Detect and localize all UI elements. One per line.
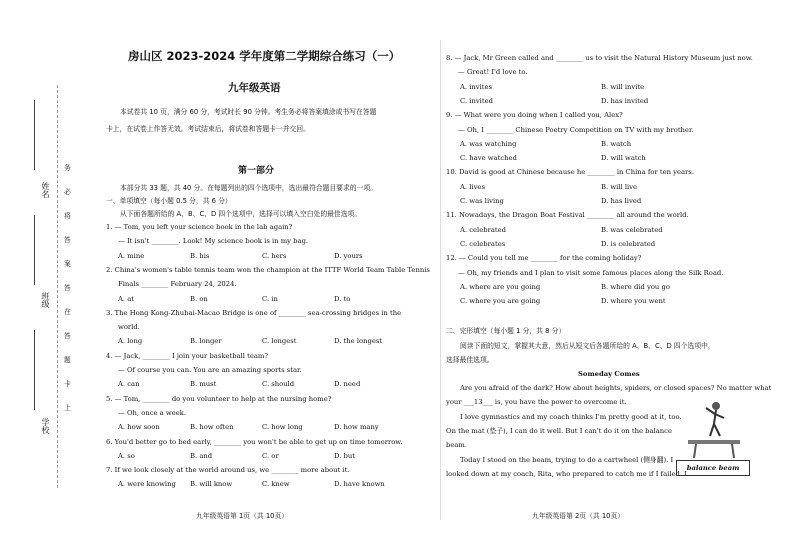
question-stem-line: 4. — Jack, ________ I join your basketball team? xyxy=(106,351,269,360)
answer-option[interactable]: D. the longest xyxy=(334,337,383,346)
answer-option[interactable]: D. where you went xyxy=(601,297,666,306)
footer-page-1: 九年级英语第 1页（共 10页） xyxy=(196,512,289,520)
question-stem-line: — Oh, I ________ Chinese Poetry Competition on TV with my brother. xyxy=(458,125,694,134)
question-stem-line: 3. The Hong Kong-Zhuhai-Macao Bridge is one of ________ sea-crossing bridges in the xyxy=(106,308,402,317)
answer-option[interactable]: B. longer xyxy=(190,337,222,346)
answer-option[interactable]: A. how soon xyxy=(118,423,160,432)
page-subtitle: 九年级英语 xyxy=(228,82,281,94)
answer-option[interactable]: C. celebrates xyxy=(460,239,506,248)
question-stem-line: Finals ________ February 24, 2024. xyxy=(118,280,237,289)
balance-beam-caption: balance beam xyxy=(676,460,750,476)
question-stem-line: 10. David is good at Chinese because he ________ in China for ten years. xyxy=(446,168,694,177)
passage-line: On the mat (垫子), I can do it well. But I can't do it on the balance xyxy=(446,426,672,435)
answer-option[interactable]: B. was celebrated xyxy=(601,225,663,234)
binding-note-char: 答 xyxy=(64,236,71,244)
section2-instructions-1: 阅读下面的短文，掌握其大意，然后从短文后各题所给的 A、B、C、D 四个选项中， xyxy=(460,342,715,350)
part1-heading: 第一部分 xyxy=(238,166,275,176)
answer-option[interactable]: B. must xyxy=(190,380,217,389)
binding-dashed-line xyxy=(57,85,58,488)
column-separator xyxy=(440,40,441,520)
answer-option[interactable]: C. have watched xyxy=(460,154,517,163)
answer-option[interactable]: A. lives xyxy=(460,182,485,191)
answer-option[interactable]: B. his xyxy=(190,251,210,260)
answer-option[interactable]: A. so xyxy=(118,451,135,460)
binding-note-char: 将 xyxy=(64,212,71,220)
answer-option[interactable]: C. knew xyxy=(262,480,290,489)
question-stem-line: — Oh, once a week. xyxy=(118,408,187,417)
answer-option[interactable]: A. invites xyxy=(460,82,493,91)
binding-note-char: 答 xyxy=(64,284,71,292)
answer-option[interactable]: D. has invited xyxy=(601,96,649,105)
question-stem-line: — Oh, my friends and I plan to visit some famous places along the Silk Road. xyxy=(458,268,724,277)
question-stem-line: — It isn't ________. Look! My science book is in my bag. xyxy=(118,237,309,246)
answer-option[interactable]: C. should xyxy=(262,380,295,389)
passage-line: looked down at my coach, Rita, who prepared to catch me if I failed. I xyxy=(446,469,687,478)
passage-line: beam. xyxy=(446,441,468,450)
footer-page-2: 九年级英语第 2页（共 10页） xyxy=(532,512,625,520)
answer-option[interactable]: C. in xyxy=(262,294,278,303)
question-stem-line: 7. If we look closely at the world around us, we ________ more about it. xyxy=(106,466,350,475)
binding-note-char: 题 xyxy=(64,356,71,364)
binding-note-char: 案 xyxy=(64,260,71,268)
answer-option[interactable]: D. have known xyxy=(334,480,385,489)
answer-option[interactable]: D. but xyxy=(334,451,355,460)
passage-line: your ___13___ is, you have the power to overcome it. xyxy=(446,398,627,407)
answer-option[interactable]: A. were knowing xyxy=(118,480,176,489)
gymnast-illustration xyxy=(684,398,744,460)
section2-heading: 二、完形填空（每小题 1 分，共 8 分） xyxy=(446,327,566,335)
question-stem-line: 1. — Tom, you left your science book in the lab again? xyxy=(106,223,293,231)
answer-option[interactable]: B. will live xyxy=(601,182,638,191)
question-stem-line: 11. Nowadays, the Dragon Boat Festival ________ all around the world. xyxy=(446,211,689,220)
answer-option[interactable]: B. will invite xyxy=(601,82,645,91)
answer-option[interactable]: A. mine xyxy=(118,251,145,260)
instructions-line-2: 卡上，在试卷上作答无效。考试结束后，将试卷和答题卡一并交回。 xyxy=(106,125,310,133)
answer-option[interactable]: C. how long xyxy=(262,423,303,432)
part1-intro: 本部分共 33 题，共 40 分。在每题列出的四个选项中，选出最符合题目要求的一项。 xyxy=(120,184,378,192)
school-underline xyxy=(34,330,35,410)
answer-option[interactable]: A. where are you going xyxy=(460,282,541,291)
question-stem-line: world. xyxy=(118,323,140,332)
question-stem-line: — Great! I'd love to. xyxy=(458,68,528,77)
passage-title: Someday Comes xyxy=(578,370,640,378)
question-stem-line: 5. — Tom, ________ do you volunteer to help at the nursing home? xyxy=(106,394,332,403)
answer-option[interactable]: C. invited xyxy=(460,96,493,105)
answer-option[interactable]: A. can xyxy=(118,380,140,389)
answer-option[interactable]: D. need xyxy=(334,380,361,389)
page-title: 房山区 2023-2024 学年度第二学期综合练习（一） xyxy=(128,49,401,63)
section1-heading: 一、单项填空（每小题 0.5 分，共 6 分） xyxy=(106,197,232,205)
answer-option[interactable]: C. or xyxy=(262,451,279,460)
answer-option[interactable]: B. where did you go xyxy=(601,282,670,291)
answer-option[interactable]: C. longest xyxy=(262,337,297,346)
binding-note-char: 卡 xyxy=(64,380,71,388)
answer-option[interactable]: C. was living xyxy=(460,197,504,205)
answer-option[interactable]: A. long xyxy=(118,337,143,346)
section1-instructions: 从下面各题所给的 A、B、C、D 四个选项中，选择可以填入空白处的最佳选项。 xyxy=(120,210,362,218)
class-underline xyxy=(34,215,35,285)
passage-line: I love gymnastics and my coach thinks I'm pretty good at it, too. xyxy=(460,412,682,421)
class-label: 班级 xyxy=(41,292,50,308)
answer-option[interactable]: B. on xyxy=(190,294,208,303)
answer-option[interactable]: C. where you are going xyxy=(460,297,541,306)
answer-option[interactable]: D. to xyxy=(334,294,351,303)
binding-note-char: 务 xyxy=(64,164,71,172)
passage-line: Are you afraid of the dark? How about heights, spiders, or closed spaces? No matter what xyxy=(460,384,772,392)
exam-instructions xyxy=(106,104,377,138)
answer-option[interactable]: B. will know xyxy=(190,480,233,489)
instructions-line-1: 本试卷共 10 页，满分 60 分，考试时长 90 分钟。考生务必将答案填涂或书写在答题 xyxy=(120,108,377,116)
binding-note-char: 必 xyxy=(64,188,71,196)
binding-note-char: 在 xyxy=(64,308,71,316)
question-stem-line: — Of course you can. You are an amazing sports star. xyxy=(118,366,302,374)
name-underline xyxy=(34,100,35,170)
answer-option[interactable]: A. was watching xyxy=(460,139,517,148)
question-stem-line: 9. — What were you doing when I called you, Alex? xyxy=(446,111,623,120)
answer-option[interactable]: D. yours xyxy=(334,251,363,260)
binding-note-char: 上 xyxy=(64,404,71,412)
answer-option[interactable]: B. watch xyxy=(601,139,632,148)
binding-note-char: 答 xyxy=(64,332,71,340)
answer-option[interactable]: D. will watch xyxy=(601,154,646,163)
answer-option[interactable]: C. hers xyxy=(262,251,287,260)
answer-option[interactable]: D. is celebrated xyxy=(601,239,656,248)
question-stem-line: 8. — Jack, Mr Green called and ________ us to visit the Natural History Museum just now. xyxy=(446,54,753,62)
answer-option[interactable]: A. at xyxy=(118,294,135,303)
passage-line: Today I stood on the beam, trying to do a cartwheel (侧身翻). I xyxy=(460,455,674,464)
answer-option[interactable]: B. and xyxy=(190,451,213,460)
question-stem-line: 12. — Could you tell me ________ for the coming holiday? xyxy=(446,254,642,263)
answer-option[interactable]: D. has lived xyxy=(601,197,642,205)
school-label: 学校 xyxy=(41,418,50,434)
name-label: 姓名 xyxy=(41,182,50,198)
question-stem-line: 6. You'd better go to bed early, ________ you won't be able to get up on time tomorrow. xyxy=(106,437,403,446)
section2-instructions-2: 选择最佳选项。 xyxy=(446,356,494,364)
answer-option[interactable]: B. how often xyxy=(190,423,234,432)
answer-option[interactable]: D. how many xyxy=(334,423,379,432)
question-stem-line: 2. China's women's table tennis team won the champion at the ITTF World Team Table Tennis xyxy=(106,265,430,274)
answer-option[interactable]: A. celebrated xyxy=(460,225,507,234)
